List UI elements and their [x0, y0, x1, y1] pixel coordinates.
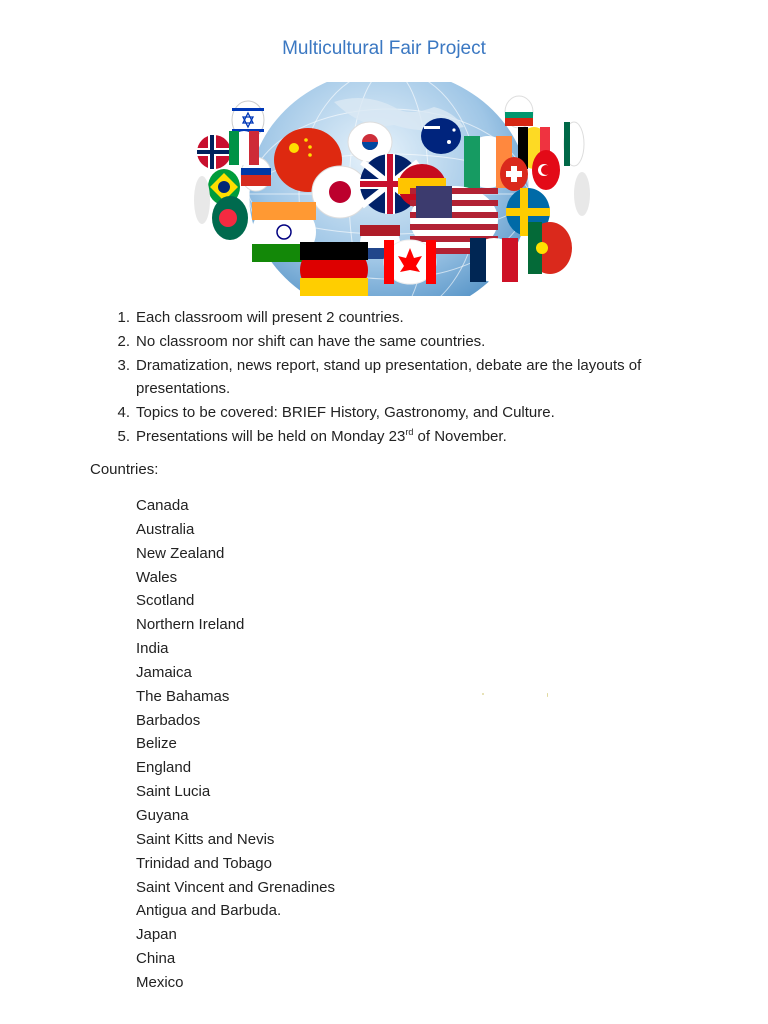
list-item-text: Dramatization, news report, stand up presentation, debate are the layouts of presentations.: [136, 356, 642, 398]
ordinal-suffix: rd: [405, 426, 414, 437]
list-item: Australia: [136, 520, 195, 538]
canada-flag-icon: [384, 240, 436, 284]
list-number: 1.: [117, 309, 130, 326]
list-item: India: [136, 640, 169, 658]
list-item: Canada: [136, 497, 189, 514]
list-item-text: Topics to be covered: BRIEF History, Gastronomy, and Culture.: [136, 404, 555, 422]
bulgaria-flag-icon: [505, 96, 533, 128]
list-item: Barbados: [136, 711, 201, 729]
list-item: New Zealand: [136, 544, 225, 562]
list-item: [117, 425, 696, 449]
japan-flag-icon: [312, 166, 368, 218]
list-item: Jamaica: [136, 663, 192, 681]
italy-flag-icon: [229, 131, 259, 165]
list-item: Antigua and Barbuda.: [136, 902, 282, 920]
list-item: Trinidad and Tobago: [136, 854, 272, 872]
list-item: Scotland: [136, 592, 195, 610]
list-number: 4.: [117, 404, 130, 422]
germany-flag-icon: [300, 242, 368, 296]
list-number: 2.: [117, 332, 130, 350]
page-title: Multicultural Fair Project: [282, 38, 486, 59]
list-item: Northern Ireland: [136, 616, 245, 634]
list-item-text: of November.: [413, 427, 507, 445]
list-item: England: [136, 759, 192, 777]
norway-flag-icon: [197, 135, 231, 169]
list-item-text: Presentations will be held on Monday 23: [136, 427, 406, 445]
scan-artifact: [482, 693, 484, 695]
list-item: The Bahamas: [136, 687, 230, 705]
globe-flags-illustration: [184, 82, 594, 296]
list-item-text: Each classroom will present 2 countries.: [136, 309, 404, 326]
list-number: 5.: [117, 427, 130, 445]
list-item: Guyana: [136, 806, 189, 824]
list-item: Wales: [136, 568, 178, 586]
list-item: Saint Lucia: [136, 783, 211, 801]
list-item: Mexico: [136, 973, 184, 991]
list-item: Belize: [136, 735, 177, 753]
france-flag-icon: [470, 238, 518, 282]
turkey-flag-icon: [532, 150, 560, 190]
mexico-flag-icon: [564, 122, 584, 166]
scan-artifact: [547, 693, 548, 697]
list-item: [117, 401, 696, 425]
list-item: [117, 354, 696, 402]
list-item: [117, 306, 696, 330]
portugal-flag-icon: [528, 222, 572, 274]
countries-heading: Countries:: [90, 461, 159, 478]
list-item: China: [136, 950, 176, 968]
countries-list: [136, 494, 335, 995]
list-item: Japan: [136, 926, 177, 944]
list-item: Saint Vincent and Grenadines: [136, 878, 336, 896]
list-item: [117, 330, 696, 354]
bangladesh-flag-icon: [212, 196, 248, 240]
list-number: 3.: [117, 356, 130, 374]
switzerland-flag-icon: [500, 157, 528, 191]
list-item-text: No classroom nor shift can have the same countries.: [136, 332, 486, 350]
australia-flag-icon: [421, 118, 461, 154]
list-item: Saint Kitts and Nevis: [136, 830, 275, 848]
rules-list: [117, 306, 696, 449]
